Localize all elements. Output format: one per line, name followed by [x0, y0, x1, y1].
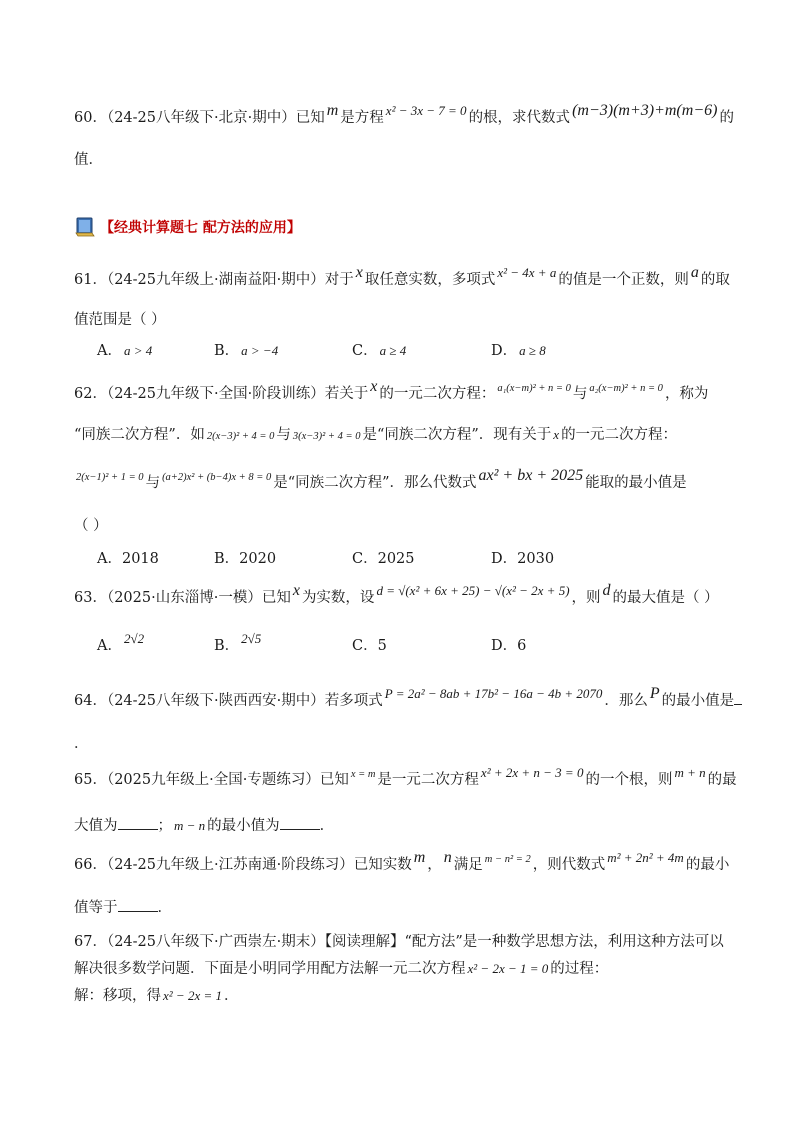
option-label: C．	[352, 638, 378, 654]
text: 与	[572, 386, 588, 402]
q66-line-1	[74, 849, 730, 877]
option-label: C．	[352, 343, 378, 359]
q63-option-a	[97, 631, 146, 656]
math-equation: a₁(x−m)² + n = 0	[497, 383, 571, 394]
option-label: D．	[491, 343, 518, 359]
q62-option-c	[352, 549, 415, 569]
text: 的最大值是（ ）	[612, 590, 719, 606]
text: 已知	[319, 772, 349, 788]
question-source: （24-25九年级上·江苏南通·阶段练习）	[106, 857, 354, 873]
math-var: m	[326, 102, 339, 119]
text: 取任意实数，多项式	[364, 272, 496, 288]
text: “同族二次方程”．如	[74, 427, 205, 443]
option-label: D．	[491, 551, 518, 567]
text: 已知实数	[353, 857, 412, 873]
text: 已知	[295, 110, 325, 126]
question-number: 67．	[74, 934, 107, 950]
math-equation: m − n² = 2	[484, 854, 531, 865]
text: 能取的最小值是	[585, 475, 687, 491]
math-equation: x = m	[350, 769, 376, 780]
text: ．	[157, 900, 172, 916]
math-var: x	[370, 378, 378, 395]
q66-line-2	[74, 897, 728, 918]
text: 的一元二次方程：	[379, 386, 496, 402]
math-var: x	[553, 427, 560, 442]
q61-line-2	[74, 310, 728, 330]
text: 是“同族二次方程”．现有关于	[362, 427, 552, 443]
text: 是方程	[340, 110, 384, 126]
math-equation: x² − 2x = 1	[163, 988, 222, 1003]
text: 对于	[324, 272, 354, 288]
text: 大值为	[74, 818, 118, 834]
q62-line-2	[74, 425, 728, 447]
math-var: n	[443, 849, 452, 866]
text: 值等于	[74, 900, 118, 916]
option-value: 2√2	[123, 631, 145, 646]
text: 与	[145, 475, 161, 491]
q60-line-2	[74, 150, 728, 170]
text: 的一元二次方程：	[561, 427, 678, 443]
math-var: a	[690, 264, 699, 281]
math-equation: 2(x−1)² + 1 = 0	[76, 472, 144, 483]
math-equation: 3(x−3)² + 4 = 0	[292, 431, 361, 442]
answer-blank[interactable]	[118, 897, 158, 912]
q61-line-1	[74, 264, 730, 290]
option-label: D．	[491, 638, 518, 654]
option-value: 2025	[377, 551, 415, 567]
math-var: P	[649, 685, 660, 702]
question-source: （24-25九年级上·湖南益阳·期中）	[106, 272, 325, 288]
question-number: 63．	[74, 590, 107, 606]
question-source: （2025九年级上·全国·专题练习）	[106, 772, 320, 788]
math-var: x	[292, 582, 300, 599]
option-value: a > −4	[241, 343, 279, 358]
math-equation: 2(x−3)² + 4 = 0	[206, 431, 275, 442]
text: 的根，求代数式	[468, 110, 571, 126]
option-value: 5	[377, 638, 387, 654]
answer-blank[interactable]	[734, 690, 742, 705]
text: 与	[276, 427, 291, 443]
text: 若多项式	[324, 693, 383, 709]
math-expression: m + n	[674, 765, 706, 780]
q61-option-b	[214, 341, 280, 361]
q62-line-4	[74, 516, 728, 536]
text: ．那么	[604, 693, 648, 709]
question-number: 60．	[74, 110, 107, 126]
option-value: 2018	[121, 551, 159, 567]
question-number: 64．	[74, 693, 107, 709]
math-equation: (a+2)x² + (b−4)x + 8 = 0	[162, 472, 272, 483]
option-label: B．	[214, 551, 240, 567]
option-label: A．	[97, 638, 122, 654]
option-label: A．	[97, 551, 122, 567]
text: ，	[427, 857, 442, 873]
option-value: a ≥ 8	[519, 343, 546, 358]
math-equation: x² − 3x − 7 = 0	[385, 103, 467, 118]
math-expression: ax² + bx + 2025	[478, 467, 584, 484]
q61-option-a	[97, 341, 154, 361]
text: 的一个根，则	[585, 772, 673, 788]
text: 的最小值为	[207, 818, 280, 834]
math-equation: x² + 2x + n − 3 = 0	[480, 765, 584, 780]
option-value: 2√5	[241, 631, 262, 646]
option-label: B．	[214, 343, 240, 359]
q65-line-2	[74, 815, 728, 836]
text: 解决很多数学问题．下面是小明同学用配方法解一元二次方程	[74, 961, 466, 977]
math-equation: x² − 2x − 1 = 0	[467, 961, 549, 976]
option-value: 2030	[517, 551, 555, 567]
text: 若关于	[324, 386, 369, 402]
text: ，则代数式	[532, 857, 606, 873]
text: ．	[74, 736, 89, 752]
math-var: m	[413, 849, 426, 866]
question-source: （24-25八年级下·陕西西安·期中）	[106, 693, 325, 709]
math-expression: m² + 2n² + 4m	[607, 850, 684, 865]
q63-option-c	[352, 636, 387, 656]
text: （ ）	[74, 518, 108, 534]
option-value: a > 4	[123, 343, 153, 358]
text: 满足	[453, 857, 483, 873]
q62-line-3	[74, 467, 728, 495]
math-expression: d = √(x² + 6x + 25) − √(x² − 2x + 5)	[376, 583, 570, 598]
text: 值．	[74, 152, 103, 168]
q61-option-c	[352, 341, 408, 361]
text: 【阅读理解】“配方法”是一种数学思想方法，利用这种方法可以	[324, 934, 724, 950]
text: ，称为	[664, 386, 709, 402]
option-value: 2020	[239, 551, 277, 567]
question-source: （24-25八年级下·北京·期中）	[106, 110, 296, 126]
text: ；	[157, 818, 172, 834]
q63-option-b	[214, 631, 263, 656]
text: 的	[719, 110, 734, 126]
q62-option-d	[491, 549, 554, 569]
math-expression: P = 2a² − 8ab + 17b² − 16a − 4b + 2070	[384, 686, 603, 701]
section-header	[74, 216, 301, 238]
q64-line-2	[74, 734, 728, 754]
question-source: （2025·山东淄博·一模）	[106, 590, 262, 606]
option-label: A．	[97, 343, 122, 359]
text: 的最小	[685, 857, 730, 873]
answer-blank-min[interactable]	[280, 815, 320, 830]
option-label: B．	[214, 638, 240, 654]
text: 解：移项，得	[74, 988, 161, 1004]
answer-blank-max[interactable]	[118, 815, 158, 830]
question-source: （24-25九年级下·全国·阶段训练）	[106, 386, 325, 402]
q63-line-1	[74, 582, 728, 608]
q67-line-2	[74, 959, 728, 979]
text: 已知	[261, 590, 291, 606]
q60-line-1	[74, 102, 734, 128]
question-number: 62．	[74, 386, 107, 402]
section-title: 【经典计算题七 配方法的应用】	[100, 220, 301, 236]
q62-option-b	[214, 549, 276, 569]
book-icon	[74, 216, 96, 238]
text: 值范围是（ ）	[74, 312, 166, 328]
q61-option-d	[491, 341, 548, 361]
text: 的取	[700, 272, 730, 288]
question-number: 65．	[74, 772, 107, 788]
text: 为实数，设	[301, 590, 375, 606]
math-var: x	[355, 264, 363, 281]
text: ．	[223, 988, 239, 1004]
option-value: a ≥ 4	[379, 343, 407, 358]
question-number: 66．	[74, 857, 107, 873]
q63-option-d	[491, 636, 526, 656]
text: ．	[319, 818, 335, 834]
text: 是“同族二次方程”．那么代数式	[273, 475, 477, 491]
math-expression: x² − 4x + a	[497, 265, 557, 280]
text: 是一元二次方程	[377, 772, 479, 788]
question-number: 61．	[74, 272, 107, 288]
q62-line-1	[74, 378, 728, 406]
q62-option-a	[97, 549, 159, 569]
text: 的最小值是	[661, 693, 735, 709]
text: ，则	[571, 590, 601, 606]
text: 的过程：	[550, 961, 609, 977]
text: 的最	[707, 772, 737, 788]
text: 的值是一个正数，则	[558, 272, 689, 288]
math-equation: a₂(x−m)² + n = 0	[589, 383, 663, 394]
option-value: 6	[517, 638, 527, 654]
question-source: （24-25八年级下·广西崇左·期末）	[106, 934, 325, 950]
q67-line-1	[74, 932, 728, 952]
math-var: d	[602, 582, 611, 599]
q64-line-1	[74, 685, 735, 711]
math-expression: m − n	[174, 818, 206, 833]
q67-line-3	[74, 986, 728, 1006]
option-label: C．	[352, 551, 378, 567]
math-expression: (m−3)(m+3)+m(m−6)	[572, 102, 718, 119]
q65-line-1	[74, 765, 737, 792]
